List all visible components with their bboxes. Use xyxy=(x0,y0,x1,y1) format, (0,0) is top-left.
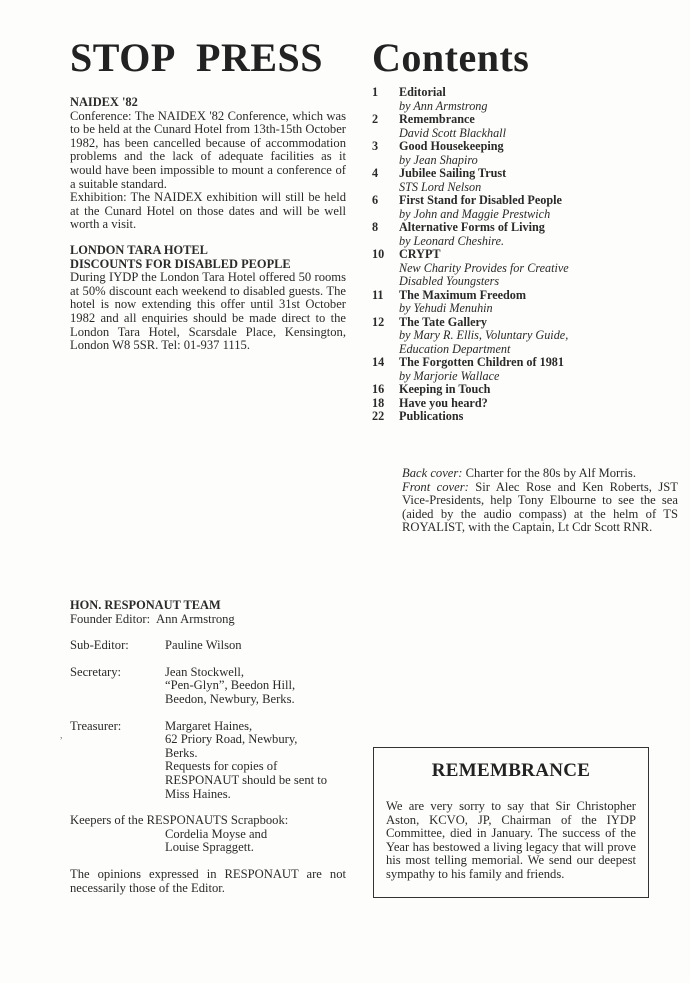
toc-entry xyxy=(372,140,672,167)
keepers-value xyxy=(70,828,346,855)
toc-page-number: 10 xyxy=(372,247,385,261)
toc-page-number: 11 xyxy=(372,287,384,302)
remembrance-title: REMEMBRANCE xyxy=(431,760,591,781)
team-row-sub-editor xyxy=(70,639,346,653)
toc-title: Have you heard? xyxy=(399,395,488,410)
secretary-value xyxy=(165,666,346,707)
tara-heading: LONDON TARA HOTEL xyxy=(70,242,208,257)
toc-entry-body xyxy=(399,194,672,221)
remembrance-box xyxy=(373,747,649,898)
toc-subtitle: Disabled Youngsters xyxy=(399,274,500,288)
toc-entry-body xyxy=(399,383,672,397)
toc-entry xyxy=(372,194,672,221)
toc-entry-body xyxy=(399,316,672,357)
remembrance-body: We are very sorry to say that Sir Christopher Aston, KCVO, JP, Chairman of the IYDP Committee, died in January. The success of the Year has bestowed a living legacy that will prove his most telling memorial. We send our deepest sympathy to his family and friends. xyxy=(386,799,636,881)
naidex-conference-text: Conference: The NAIDEX '82 Conference, which was to be held at the Cunard Hotel from 13th-15th October 1982, has been cancelled because of accommodation problems and the lack of adequate facilities as it would have been impossible to mount a conference of a suitable standard. xyxy=(70,108,346,191)
treasurer-line: Margaret Haines, xyxy=(165,718,253,733)
toc-page-number: 6 xyxy=(372,193,379,207)
stop-press-section xyxy=(70,35,346,365)
toc-subtitle: by Jean Shapiro xyxy=(399,152,478,167)
toc-subtitle: by Leonard Cheshire. xyxy=(399,233,505,248)
toc-subtitle: by Mary R. Ellis, Voluntary Guide, xyxy=(399,328,569,342)
toc-entry xyxy=(372,221,672,248)
founder-value: Ann Armstrong xyxy=(156,611,235,626)
toc-entry xyxy=(372,410,672,424)
toc-subtitle: by Marjorie Wallace xyxy=(399,368,500,383)
toc-page-number: 16 xyxy=(372,382,385,396)
front-cover-text: Sir Alec Rose and Ken Roberts, JST Vice-Presidents, help Tony Elbourne to see the sea (aided by the audio compass) at the helm of TS ROYALIST, with the Captain, Lt Cdr Scott RNR. xyxy=(402,479,678,535)
founder-label: Founder Editor: xyxy=(70,611,151,626)
toc-entry-body xyxy=(399,289,672,316)
secretary-line: Beedon, Newbury, Berks. xyxy=(165,691,295,706)
front-cover-note xyxy=(402,481,678,535)
toc-title: The Forgotten Children of 1981 xyxy=(399,355,564,369)
toc-title: Good Housekeeping xyxy=(399,139,504,153)
toc-subtitle: David Scott Blackhall xyxy=(399,125,506,140)
toc-page-number: 22 xyxy=(372,409,385,423)
sub-editor-value: Pauline Wilson xyxy=(165,638,242,653)
toc-entry xyxy=(372,316,672,357)
toc-page-number: 8 xyxy=(372,220,379,234)
sub-editor-label: Sub-Editor: xyxy=(70,638,129,653)
toc-page-number: 2 xyxy=(372,112,379,126)
toc-page-number: 18 xyxy=(372,395,385,410)
toc-entry-body xyxy=(399,221,672,248)
toc-entry-body xyxy=(399,248,672,289)
team-row-founder xyxy=(70,613,346,627)
team-section xyxy=(70,599,346,895)
team-title: HON. RESPONAUT TEAM xyxy=(70,598,221,612)
cover-notes xyxy=(402,467,678,535)
toc-entry-body xyxy=(399,410,672,424)
keeper-line: Louise Spraggett. xyxy=(165,840,254,855)
toc-title: Publications xyxy=(399,409,464,423)
treasurer-line: Berks. xyxy=(165,745,198,760)
toc-entry xyxy=(372,86,672,113)
toc-entry-body xyxy=(399,167,672,194)
team-row-treasurer xyxy=(70,720,346,802)
toc-page-number: 1 xyxy=(372,85,379,99)
toc-title: CRYPT xyxy=(399,247,441,261)
treasurer-label: Treasurer: xyxy=(70,718,122,733)
toc-page-number: 3 xyxy=(372,139,379,153)
naidex-article xyxy=(70,96,346,232)
contents-section xyxy=(372,35,672,424)
toc-subtitle: by John and Maggie Prestwich xyxy=(399,206,551,221)
toc-title: The Maximum Freedom xyxy=(399,287,527,302)
treasurer-line: 62 Priory Road, Newbury, xyxy=(165,732,298,747)
front-cover-label: Front cover: xyxy=(402,479,469,494)
toc-page-number: 14 xyxy=(372,355,385,369)
toc-entry xyxy=(372,248,672,289)
stop-press-title: STOP PRESS xyxy=(70,35,324,80)
treasurer-line: Miss Haines. xyxy=(165,786,231,801)
toc-entry xyxy=(372,356,672,383)
secretary-line: “Pen-Glyn”, Beedon Hill, xyxy=(165,678,296,693)
tara-article xyxy=(70,244,346,353)
back-cover-text: Charter for the 80s by Alf Morris. xyxy=(462,466,636,480)
toc-title: The Tate Gallery xyxy=(399,314,488,329)
toc-subtitle: by Ann Armstrong xyxy=(399,98,488,113)
toc-subtitle: Education Department xyxy=(399,341,511,356)
toc-entry-body xyxy=(399,113,672,140)
secretary-label: Secretary: xyxy=(70,664,122,679)
naidex-heading: NAIDEX '82 xyxy=(70,95,138,109)
toc-page-number: 12 xyxy=(372,314,385,329)
treasurer-line: Requests for copies of xyxy=(165,759,278,774)
toc-entry xyxy=(372,113,672,140)
toc-subtitle: STS Lord Nelson xyxy=(399,179,482,194)
toc-entry-body xyxy=(399,140,672,167)
naidex-exhibition-text: Exhibition: The NAIDEX exhibition will still be held at the Cunard Hotel on those dates and will be well worth a visit. xyxy=(70,190,346,232)
toc-title: Jubilee Sailing Trust xyxy=(399,166,507,180)
team-row-secretary xyxy=(70,666,346,707)
toc-title: Remembrance xyxy=(399,112,475,126)
back-cover-label: Back cover: xyxy=(402,466,463,480)
toc-entry-body xyxy=(399,86,672,113)
toc-entry xyxy=(372,397,672,411)
disclaimer-text: The opinions expressed in RESPONAUT are not necessarily those of the Editor. xyxy=(70,866,346,895)
toc-entry xyxy=(372,289,672,316)
keeper-line: Cordelia Moyse and xyxy=(165,826,268,841)
keepers-label: Keepers of the RESPONAUTS Scrapbook: xyxy=(70,813,289,828)
toc-list xyxy=(372,86,672,424)
toc-title: Alternative Forms of Living xyxy=(399,220,545,234)
toc-subtitle: New Charity Provides for Creative xyxy=(399,260,569,275)
toc-title: Keeping in Touch xyxy=(399,382,491,396)
toc-entry-body xyxy=(399,397,672,411)
tara-subheading: DISCOUNTS FOR DISABLED PEOPLE xyxy=(70,256,291,271)
secretary-line: Jean Stockwell, xyxy=(165,664,245,679)
toc-title: First Stand for Disabled People xyxy=(399,193,562,207)
toc-entry xyxy=(372,383,672,397)
toc-page-number: 4 xyxy=(372,166,379,180)
contents-title: Contents xyxy=(372,35,530,80)
toc-title: Editorial xyxy=(399,85,446,99)
toc-subtitle: by Yehudi Menuhin xyxy=(399,301,493,315)
toc-entry-body xyxy=(399,356,672,383)
treasurer-value xyxy=(165,720,346,802)
back-cover-note xyxy=(402,467,678,481)
treasurer-line: RESPONAUT should be sent to xyxy=(165,772,328,787)
tara-body-text: During IYDP the London Tara Hotel offered 50 rooms at 50% discount each weekend to disabled guests. The hotel is now extending this offer until 31st October 1982 and all enquiries should be made direct to the London Tara Hotel, Scarsdale Place, Kensington, London W8 5SR. Tel: 01-937 1115. xyxy=(70,270,346,353)
toc-entry xyxy=(372,167,672,194)
print-speck: , xyxy=(60,730,63,741)
